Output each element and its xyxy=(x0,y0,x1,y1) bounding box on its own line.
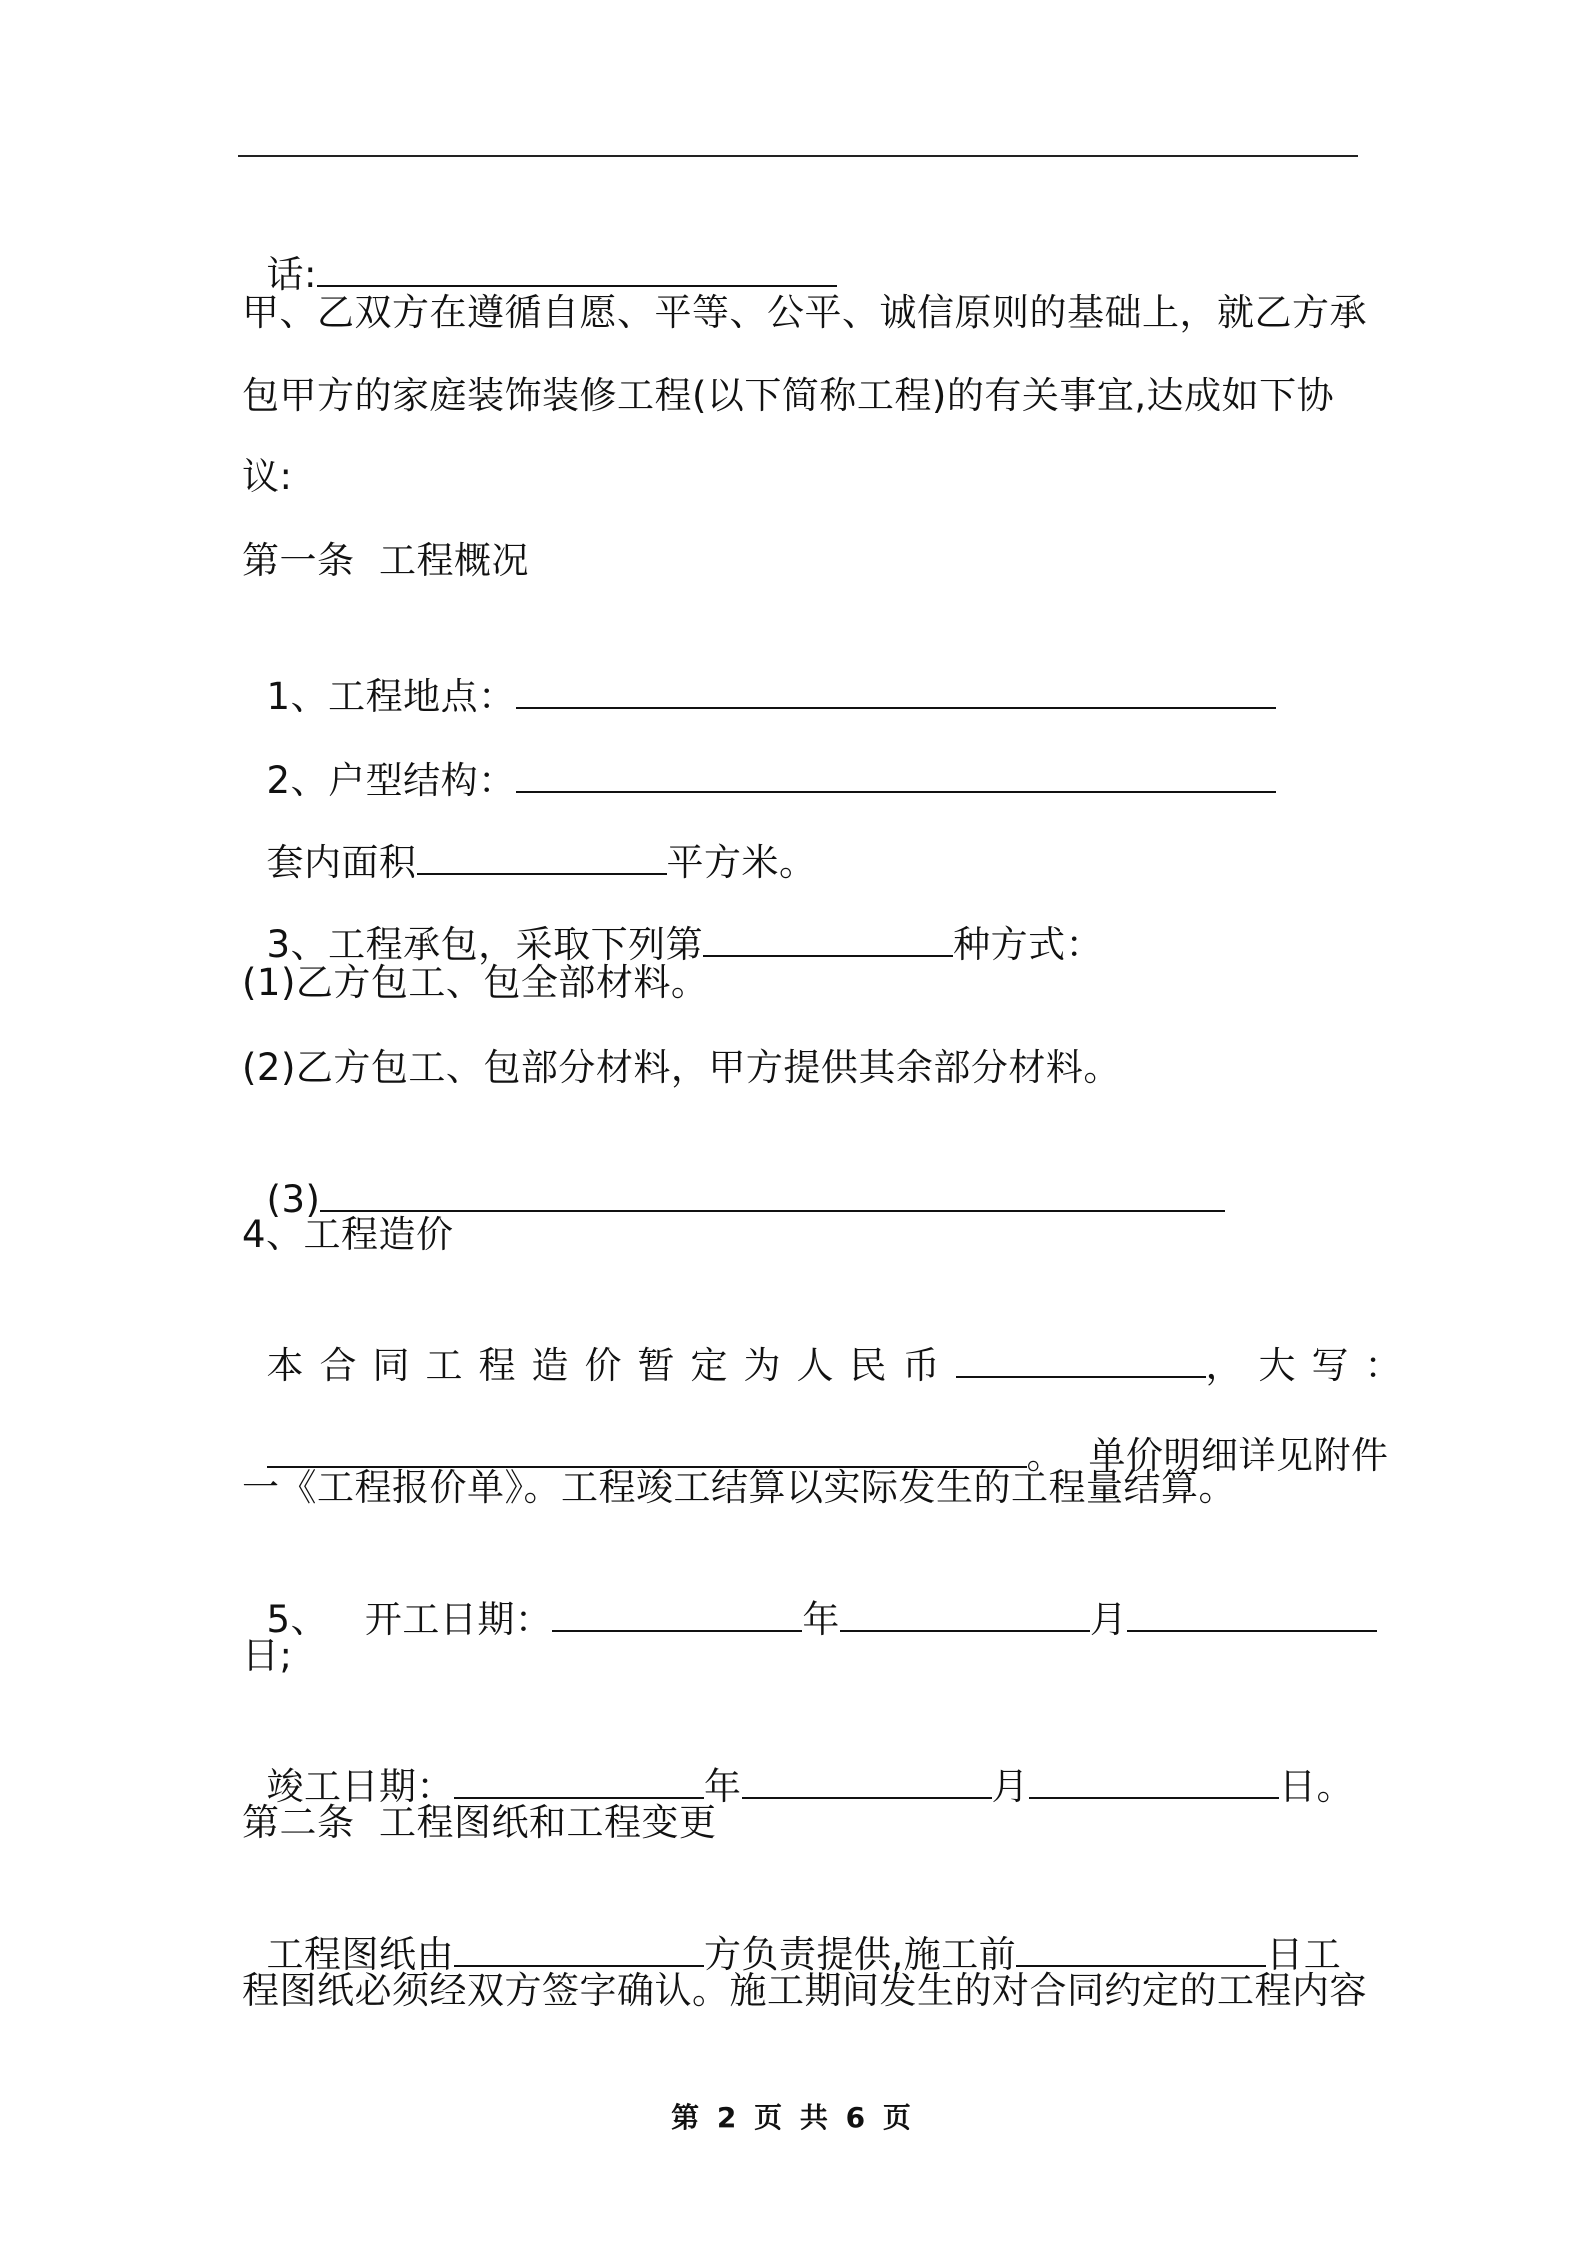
start-date-day-label: 日; xyxy=(242,1634,293,1677)
start-year-blank[interactable] xyxy=(552,1596,802,1632)
intro-line-3: 议: xyxy=(242,455,293,498)
article-2-heading: 第二条 工程图纸和工程变更 xyxy=(242,1801,717,1844)
floor-area-line: 套内面积 平方米。 xyxy=(266,841,817,884)
method-option-3: (3) xyxy=(242,1132,1225,1222)
cost-capital-blank[interactable] xyxy=(267,1432,1027,1468)
header-rule xyxy=(238,155,1358,157)
method-option-2: (2)乙方包工、包部分材料，甲方提供其余部分材料。 xyxy=(242,1046,1121,1089)
start-month-blank[interactable] xyxy=(840,1596,1090,1632)
method-option-3-blank[interactable] xyxy=(320,1176,1225,1212)
drawings-confirm-line: 程图纸必须经双方签字确认。施工期间发生的对合同约定的工程内容 xyxy=(242,1969,1367,2012)
completion-date-line: 竣工日期： 年 月 日。 xyxy=(266,1765,1355,1808)
cost-settlement-line: 一《工程报价单》。工程竣工结算以实际发生的工程量结算。 xyxy=(242,1466,1236,1509)
article-1-heading: 第一条 工程概况 xyxy=(242,539,530,582)
completion-year-blank[interactable] xyxy=(454,1763,704,1799)
start-date-line: 5、 开工日期： 年 月 xyxy=(242,1552,1377,1642)
completion-day-blank[interactable] xyxy=(1029,1763,1279,1799)
unit-structure-blank[interactable] xyxy=(516,757,1276,793)
completion-month-blank[interactable] xyxy=(742,1763,992,1799)
unit-structure-line: 2、户型结构： xyxy=(242,713,1276,803)
drawings-line: 工程图纸由 方负责提供,施工前 日工 xyxy=(266,1933,1342,1976)
project-location-line: 1、工程地点： xyxy=(242,629,1276,719)
contract-method-line: 3、工程承包，采取下列第 种方式： xyxy=(266,923,1104,966)
method-option-1: (1)乙方包工、包全部材料。 xyxy=(242,961,709,1004)
floor-area-blank[interactable] xyxy=(417,839,667,875)
project-cost-heading: 4、工程造价 xyxy=(242,1213,454,1256)
cost-capital-line: 。 单价明细详见附件 xyxy=(242,1388,1389,1478)
drawings-party-blank[interactable] xyxy=(454,1931,704,1967)
project-location-blank[interactable] xyxy=(516,673,1276,709)
project-cost-line: 本合同工程造价暂定为人民币 ，大写： xyxy=(266,1344,1418,1387)
intro-line-2: 包甲方的家庭装饰装修工程(以下简称工程)的有关事宜,达成如下协 xyxy=(242,374,1335,417)
start-day-blank[interactable] xyxy=(1127,1596,1377,1632)
intro-line-1: 甲、乙双方在遵循自愿、平等、公平、诚信原则的基础上，就乙方承 xyxy=(242,291,1367,334)
contract-method-blank[interactable] xyxy=(703,921,953,957)
page-number: 第 2 页 共 6 页 xyxy=(671,2101,915,2134)
phone-line: 话: xyxy=(242,207,837,297)
phone-blank[interactable] xyxy=(317,251,837,287)
cost-amount-blank[interactable] xyxy=(956,1342,1206,1378)
drawings-days-blank[interactable] xyxy=(1016,1931,1266,1967)
